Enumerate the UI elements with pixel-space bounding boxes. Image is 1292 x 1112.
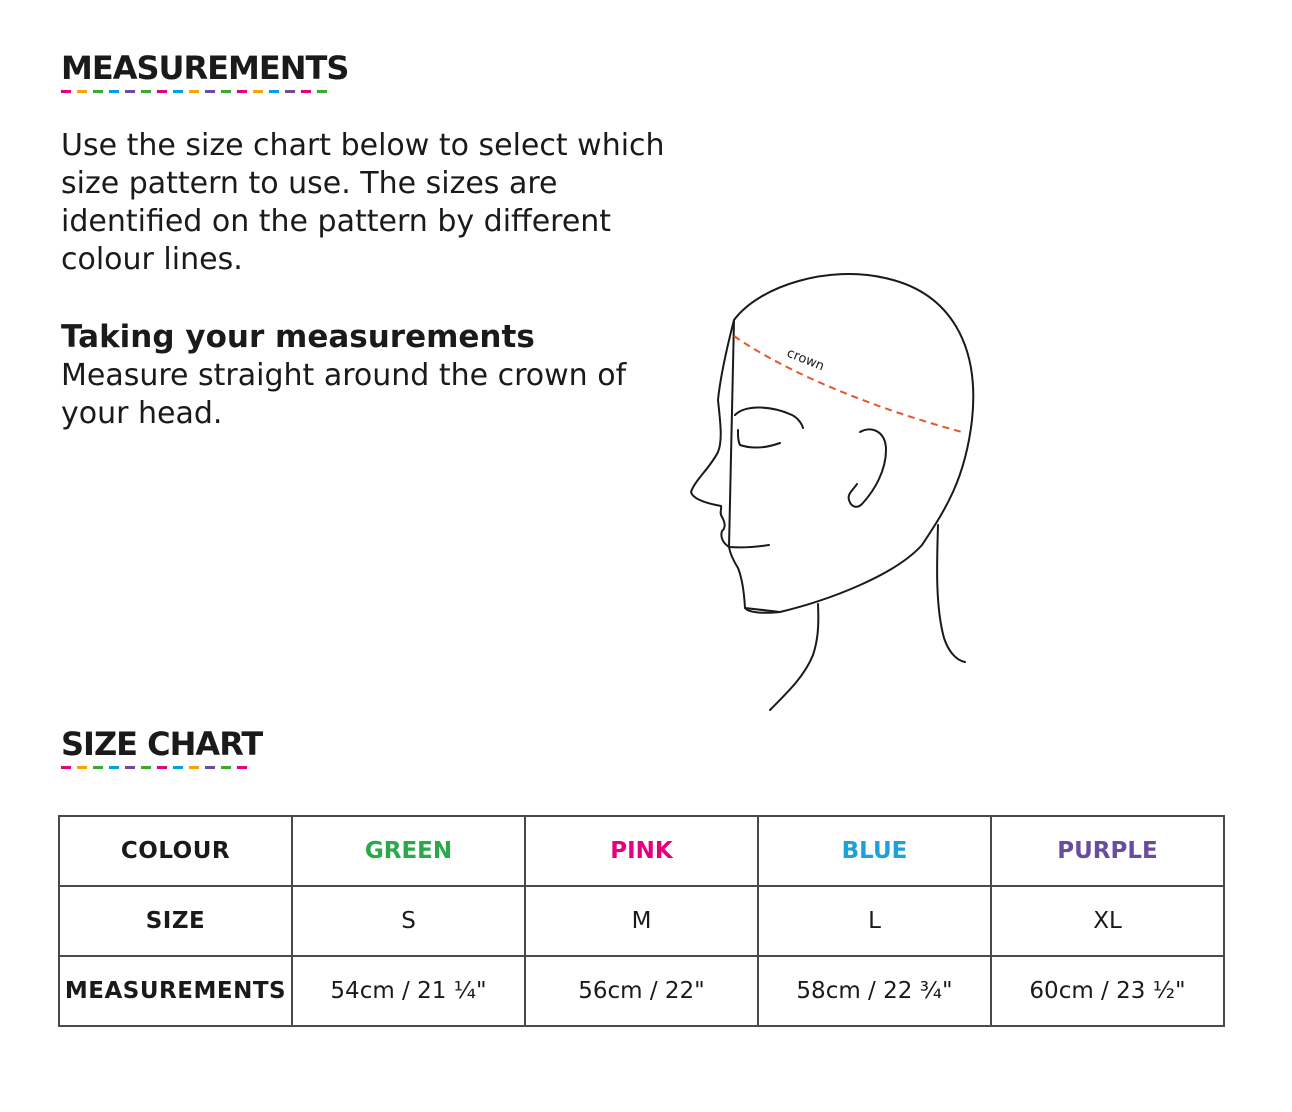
colour-cell-purple: PURPLE <box>991 816 1224 886</box>
colour-cell-green: GREEN <box>292 816 525 886</box>
dash-segment <box>253 90 263 93</box>
size-cell-s: S <box>292 886 525 956</box>
dash-segment <box>189 766 199 769</box>
dash-segment <box>141 766 151 769</box>
dash-segment <box>125 90 135 93</box>
dash-segment <box>109 90 119 93</box>
measurements-row <box>59 956 1224 1026</box>
dash-segment <box>237 90 247 93</box>
dash-segment <box>301 90 311 93</box>
crown-label: crown <box>784 345 827 375</box>
dash-segment <box>157 90 167 93</box>
dash-segment <box>285 90 295 93</box>
measure-instruction-text: Measure straight around the crown of your head. <box>61 358 627 431</box>
measurement-cell-l: 58cm / 22 ¾" <box>758 956 991 1026</box>
dash-segment <box>93 766 103 769</box>
size-cell-xl: XL <box>991 886 1224 956</box>
dash-segment <box>109 766 119 769</box>
size-row <box>59 886 1224 956</box>
measurement-cell-m: 56cm / 22" <box>525 956 758 1026</box>
size-row-header: SIZE <box>59 886 292 956</box>
measurement-cell-xl: 60cm / 23 ½" <box>991 956 1224 1026</box>
intro-text: Use the size chart below to select which size pattern to use. The sizes are identified on the pattern by different colour lines. <box>61 128 665 277</box>
crown-measure-line <box>734 336 962 432</box>
dash-segment <box>141 90 151 93</box>
taking-measurements-subheading: Taking your measurements <box>61 319 535 355</box>
measurements-dashed-underline <box>61 90 333 93</box>
size-chart-table <box>58 815 1225 1027</box>
measurements-heading: MEASUREMENTS <box>61 49 349 87</box>
dash-segment <box>317 90 327 93</box>
size-cell-l: L <box>758 886 991 956</box>
dash-segment <box>173 766 183 769</box>
measurements-row-header: MEASUREMENTS <box>59 956 292 1026</box>
dash-segment <box>61 766 71 769</box>
colour-row-header: COLOUR <box>59 816 292 886</box>
size-cell-m: M <box>525 886 758 956</box>
dash-segment <box>173 90 183 93</box>
dash-segment <box>221 766 231 769</box>
neck-back <box>937 525 965 662</box>
dash-segment <box>205 90 215 93</box>
measurement-cell-s: 54cm / 21 ¼" <box>292 956 525 1026</box>
dash-segment <box>61 90 71 93</box>
head-outline <box>691 274 973 613</box>
ear <box>849 429 886 506</box>
eyebrow <box>735 408 803 429</box>
dash-segment <box>157 766 167 769</box>
dash-segment <box>269 90 279 93</box>
colour-row <box>59 816 1224 886</box>
dash-segment <box>205 766 215 769</box>
colour-cell-pink: PINK <box>525 816 758 886</box>
colour-cell-blue: BLUE <box>758 816 991 886</box>
dash-segment <box>93 90 103 93</box>
size-chart-dashed-underline <box>61 766 253 769</box>
head-profile-icon <box>660 260 990 715</box>
dash-segment <box>189 90 199 93</box>
neck-front <box>770 604 818 710</box>
dash-segment <box>221 90 231 93</box>
size-chart-heading: SIZE CHART <box>61 725 263 763</box>
dash-segment <box>77 90 87 93</box>
dash-segment <box>77 766 87 769</box>
dash-segment <box>125 766 135 769</box>
dash-segment <box>237 766 247 769</box>
eyelid <box>738 430 780 447</box>
